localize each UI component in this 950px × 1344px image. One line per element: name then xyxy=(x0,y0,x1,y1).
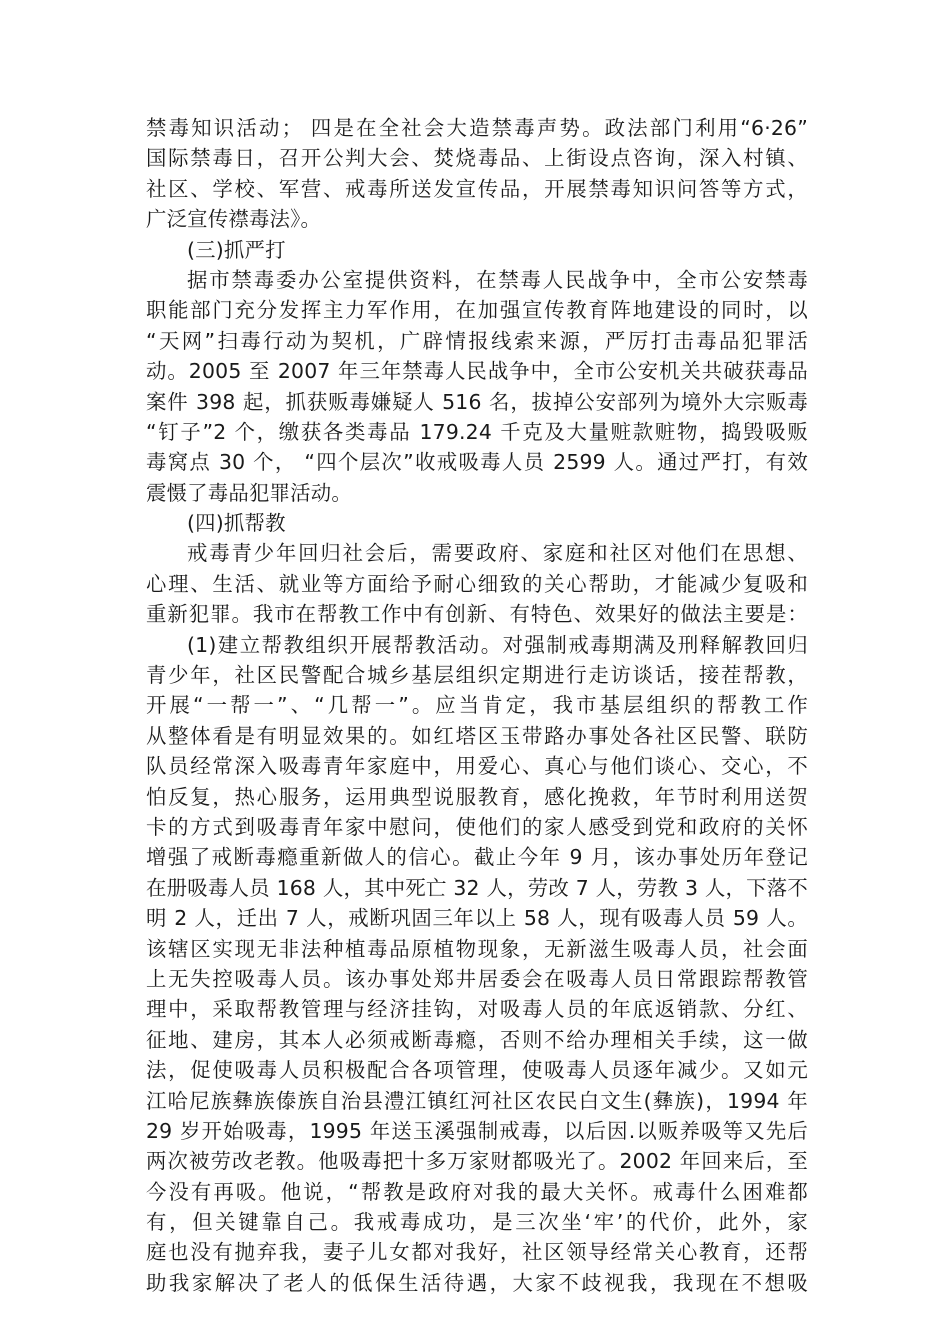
text-line: 庭也没有抛弃我，妻子儿女都对我好，社区领导经常关心教育，还帮 xyxy=(146,1240,808,1265)
text-line: 卡的方式到吸毒青年家中慰问，使他们的家人感受到党和政府的关怀 xyxy=(146,814,808,839)
text-line: (三)抓严打 xyxy=(187,237,286,262)
text-line: 在册吸毒人员 168 人，其中死亡 32 人，劳改 7 人，劳教 3 人，下落不 xyxy=(146,875,808,900)
text-line: 案件 398 起，抓获贩毒嫌疑人 516 名，拔掉公安部列为境外大宗贩毒 xyxy=(146,389,808,414)
text-line: “钉子”2 个，缴获各类毒品 179.24 千克及大量赃款赃物，捣毁吸贩 xyxy=(146,419,808,444)
text-line: 有，但关键靠自己。我戒毒成功，是三次坐‘牢’的代价，此外，家 xyxy=(146,1210,808,1235)
text-line: 江哈尼族彝族傣族自治县澧江镇红河社区农民白文生(彝族)，1994 年 xyxy=(146,1088,808,1113)
text-line: 理中，采取帮教管理与经济挂钩，对吸毒人员的年底返销款、分红、 xyxy=(146,997,808,1022)
text-line: 该辖区实现无非法种植毒品原植物现象，无新滋生吸毒人员，社会面 xyxy=(146,936,808,961)
text-line: 征地、建房，其本人必须戒断毒瘾，否则不给办理相关手续，这一做 xyxy=(146,1027,808,1052)
text-line: (1)建立帮教组织开展帮教活动。对强制戒毒期满及刑释解教回归 xyxy=(187,632,808,657)
text-line: 禁毒知识活动； 四是在全社会大造禁毒声势。政法部门利用“6·26” xyxy=(146,116,808,140)
text-line: 据市禁毒委办公室提供资料，在禁毒人民战争中，全市公安禁毒 xyxy=(187,267,808,292)
text-line: 职能部门充分发挥主力军作用，在加强宣传教育阵地建设的同时，以 xyxy=(146,298,808,323)
text-line: 法，促使吸毒人员积极配合各项管理，使吸毒人员逐年减少。又如元 xyxy=(146,1058,808,1083)
document-page xyxy=(146,113,808,1298)
text-line: 社区、学校、军营、戒毒所送发宣传品，开展禁毒知识问答等方式， xyxy=(146,176,808,201)
text-line: 青少年，社区民警配合城乡基层组织定期进行走访谈话，接茬帮教， xyxy=(146,663,808,688)
text-line: 上无失控吸毒人员。该办事处郑井居委会在吸毒人员日常跟踪帮教管 xyxy=(146,966,808,991)
text-line: 怕反复，热心服务，运用典型说服教育，感化挽救，年节时利用送贺 xyxy=(146,784,808,809)
text-line: 增强了戒断毒瘾重新做人的信心。截止今年 9 月，该办事处历年登记 xyxy=(146,845,808,870)
text-line: 重新犯罪。我市在帮教工作中有创新、有特色、效果好的做法主要是： xyxy=(146,602,808,627)
text-line: 开展“一帮一”、“几帮一”。应当肯定，我市基层组织的帮教工作 xyxy=(146,693,808,718)
text-line: 助我家解决了老人的低保生活待遇，大家不歧视我，我现在不想吸 xyxy=(146,1270,808,1295)
text-line: 国际禁毒日，召开公判大会、焚烧毒品、上街设点咨询，深入村镇、 xyxy=(146,146,808,171)
text-line: 两次被劳改老教。他吸毒把十多万家财都吸光了。2002 年回来后，至 xyxy=(146,1149,808,1174)
text-line: 动。2005 至 2007 年三年禁毒人民战争中，全市公安机关共破获毒品 xyxy=(146,359,808,384)
text-line: 广泛宣传襟毒法》。 xyxy=(146,207,322,232)
text-line: 从整体看是有明显效果的。如红塔区玉带路办事处各社区民警、联防 xyxy=(146,723,808,748)
text-line: 戒毒青少年回归社会后，需要政府、家庭和社区对他们在思想、 xyxy=(187,541,808,566)
text-line: 明 2 人，迁出 7 人，戒断巩固三年以上 58 人，现有吸毒人员 59 人。 xyxy=(146,906,808,931)
text-line: 队员经常深入吸毒青年家庭中，用爱心、真心与他们谈心、交心，不 xyxy=(146,754,808,779)
text-line: “天网”扫毒行动为契机，广辟情报线索来源，严厉打击毒品犯罪活 xyxy=(146,328,808,353)
text-line: 毒窝点 30 个， “四个层次”收戒吸毒人员 2599 人。通过严打，有效 xyxy=(146,450,808,475)
text-line: 29 岁开始吸毒，1995 年送玉溪强制戒毒，以后因.以贩养吸等又先后 xyxy=(146,1118,808,1143)
text-line: 心理、生活、就业等方面给予耐心细致的关心帮助，才能减少复吸和 xyxy=(146,571,808,596)
text-line: 今没有再吸。他说，“帮教是政府对我的最大关怀。戒毒什么困难都 xyxy=(146,1179,808,1204)
text-line: 震慑了毒品犯罪活动。 xyxy=(146,480,352,505)
text-line: (四)抓帮教 xyxy=(187,511,286,536)
